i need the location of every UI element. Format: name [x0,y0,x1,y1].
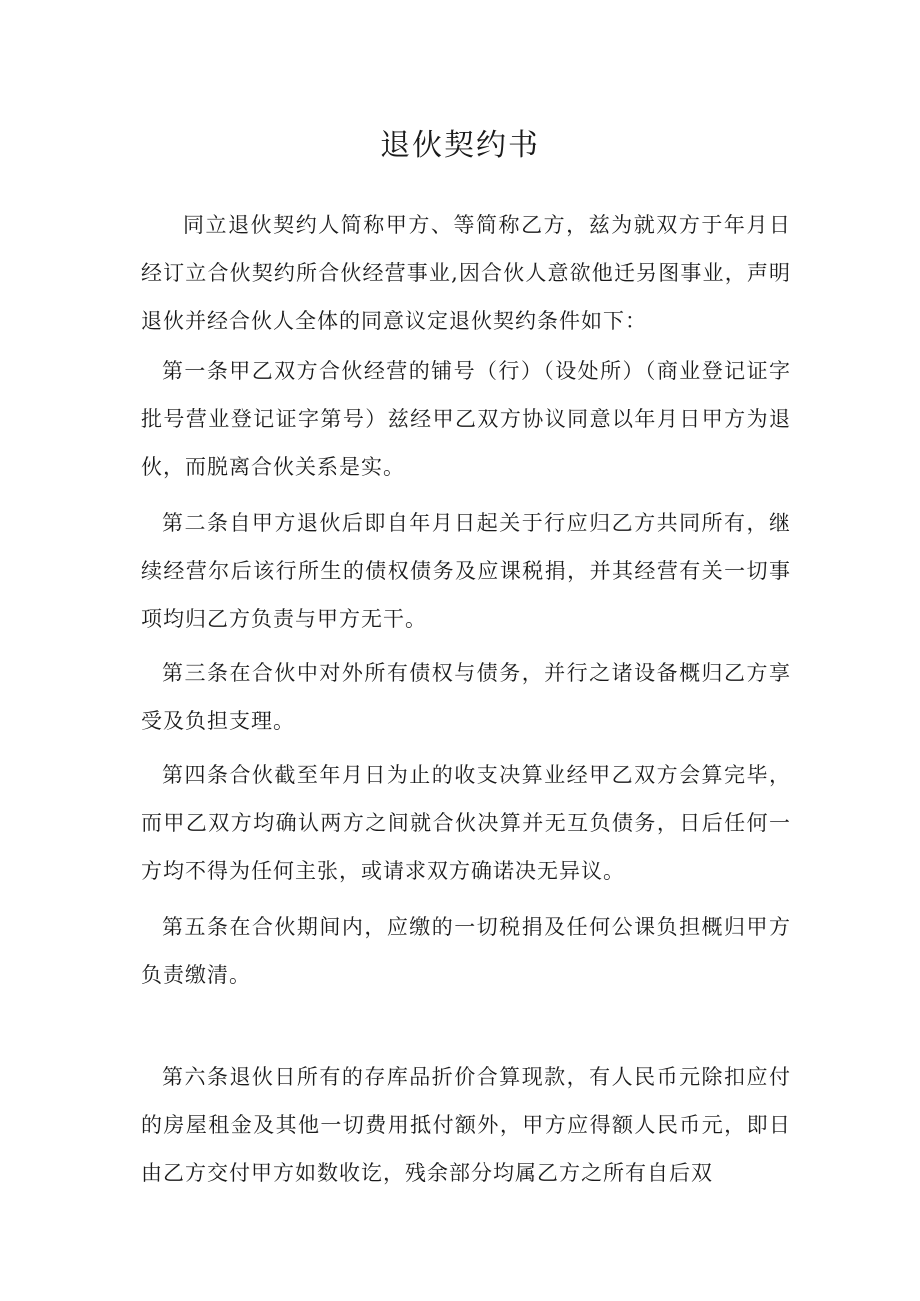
article-3: 第三条在合伙中对外所有债权与债务，并行之诸设备概归乙方享受及负担支理。 [141,661,791,733]
document-body [141,201,791,1197]
article-5: 第五条在合伙期间内，应缴的一切税捐及任何公课负担概归甲方负责缴清。 [141,915,791,987]
article-4: 第四条合伙截至年月日为止的收支决算业经甲乙双方会算完毕，而甲乙双方均确认两方之间就合伙决算并无互负债务，日后任何一方均不得为任何主张，或请求双方确诺决无异议。 [141,763,791,883]
intro-paragraph: 同立退伙契约人简称甲方、等简称乙方，兹为就双方于年月日经订立合伙契约所合伙经营事业,因合伙人意欲他迁另图事业，声明退伙并经合伙人全体的同意议定退伙契约条件如下： [141,213,791,333]
paragraph-gap [141,999,791,1053]
article-2: 第二条自甲方退伙后即自年月日起关于行应归乙方共同所有，继续经营尔后该行所生的债权债务及应课税捐，并其经营有关一切事项均归乙方负责与甲方无干。 [141,511,791,631]
article-6: 第六条退伙日所有的存库品折价合算现款，有人民币元除扣应付的房屋租金及其他一切费用抵付额外，甲方应得额人民币元，即日由乙方交付甲方如数收讫，残余部分均属乙方之所有自后双 [141,1065,791,1185]
article-1: 第一条甲乙双方合伙经营的铺号（行）（设处所）（商业登记证字批号营业登记证字第号）兹经甲乙双方协议同意以年月日甲方为退伙，而脱离合伙关系是实。 [141,359,791,479]
document-title: 退伙契约书 [380,128,540,163]
